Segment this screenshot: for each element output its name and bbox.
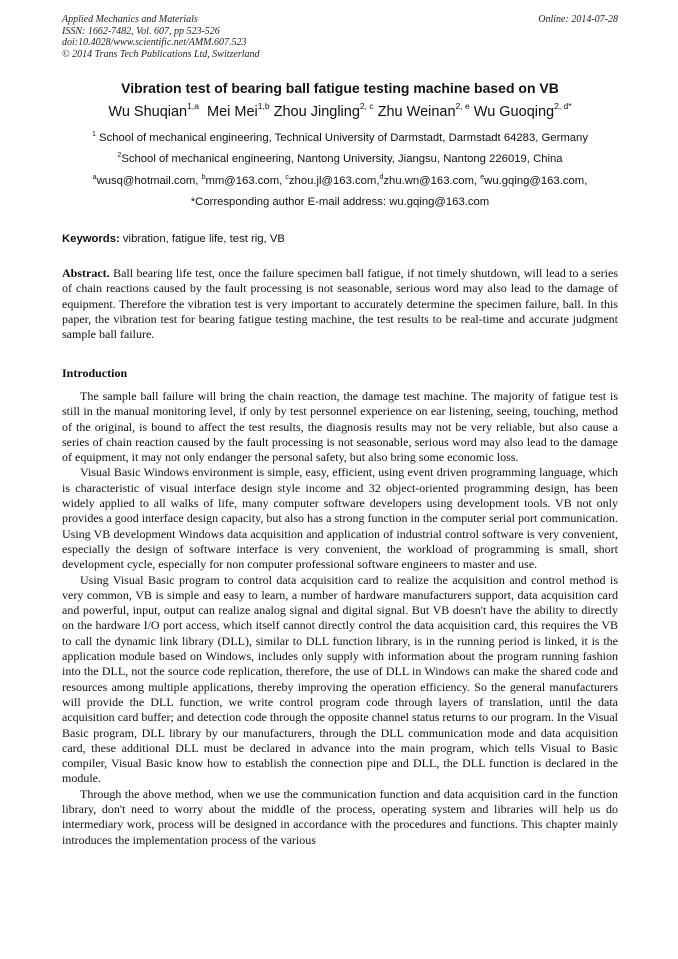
author-name: Wu Shuqian [108,104,188,120]
author-name: Zhou Jingling [273,104,360,120]
keywords-label: Keywords: [62,233,120,245]
email-address: mm@163.com, [205,175,286,187]
email-mark: a [92,174,97,181]
affiliation-text: School of mechanical engineering, Technical University of Darmstadt, Darmstadt 64283, Germany [95,132,588,144]
keywords-text: vibration, fatigue life, test rig, VB [119,233,285,245]
body-paragraph: Using Visual Basic program to control data acquisition card to realize the acquisition and control method is very common, VB is simple and easy to learn, a number of hardware manufacturers support, data acquisition card and powerful, input, output can realize analog signal and digital signal. But VB doesn't have the ability to directly on the hardware I/O port access, which itself cannot directly control the data acquisition card, this requires the VB to call the dynamic link library (DLL), similar to DLL function library, is in the running period is linked, it is the application module based on Windows, includes only supply with information about the program running fashion into the DLL, not the source code replication, therefore, the use of DLL in Windows can make the shared code and resources among multiple applications, thereby improving the operation efficiency. So the general manufacturers will provide the DLL function, we write control program code through layers of translation, until the data acquisition card buffer; and detection code through the opposite channel status returns to our program. In the Visual Basic program, DLL library by our manufacturers, through the DLL communication mode and data acquisition card, these additional DLL must be declared in advance into the main program, which tells Visual to Basic compiler, Visual Basic know how to establish the connection pipe and DLL, the DLL function is declared in the module. [62,572,618,786]
author-list [62,103,618,121]
author-name: Mei Mei [207,104,258,120]
journal-issn: ISSN: 1662-7482, Vol. 607, pp 523-526 [62,25,220,37]
affiliation-number: 2 [117,152,122,159]
affiliation-text: School of mechanical engineering, Nantong University, Jiangsu, Nantong 226019, China [121,153,563,165]
paper-title: Vibration test of bearing ball fatigue testing machine based on VB [121,80,559,96]
abstract [62,266,618,342]
author-affiliation-mark: 1,a [187,101,199,111]
journal-copyright: © 2014 Trans Tech Publications Ltd, Switzerland [62,48,260,60]
affiliation-1 [62,131,618,145]
body-paragraph: Visual Basic Windows environment is simple, easy, efficient, using event driven programming language, which is characteristic of visual interface design style income and 32 object-oriented programming design, has been widely applied to all walks of life, many computer software developers using development tools. VB not only provides a good interface design capacity, but also has a strong function in the computer serial port communication. Using VB development Windows data acquisition and application of industrial control software is very convenient, especially the design of software interface is very convenient, the workload of programming is small, short development cycle, especially for non computer professional software engineers to master and use. [62,465,618,572]
body-paragraph: The sample ball failure will bring the chain reaction, the damage test machine. The majority of fatigue test is still in the manual monitoring level, if only by test personnel experience on ear listening, seeing, touching, method of the original, is bound to affect the test results, the diagnosis results may not be very reliable, but also cause a series of chain reaction caused by the fault processing is not seasonable, serious word may also lead to the damage of equipment, it may not only endanger the personal safety, but also bring some economic loss. [62,389,618,465]
author-name: Zhu Weinan [377,104,456,120]
email-mark: e [480,174,485,181]
body-paragraph: Through the above method, when we use the communication function and data acquisition card in the function library, don't need to worry about the middle of the process, operating system and libraries will help us do intermediary work, process will be designed in accordance with the procedures and functions. This chapter mainly introduces the implementation process of the various [62,786,618,847]
email-list [62,174,618,188]
author-affiliation-mark: 2, c [359,101,374,111]
email-address: zhu.wn@163.com, [383,175,481,187]
abstract-label: Abstract. [62,266,110,280]
journal-doi: doi:10.4028/www.scientific.net/AMM.607.523 [62,37,247,48]
email-address: wusq@hotmail.com, [96,175,202,187]
section-heading-introduction: Introduction [62,366,128,380]
abstract-text: Ball bearing life test, once the failure specimen ball fatigue, if not timely shutdown, will lead to a series of chain reactions caused by the fault processing is not seasonable, serious word may also lead to the damage of equipment. Therefore the vibration test is very important to accurately determine the specimen failure, ball. In this paper, the vibration test for bearing fatigue testing machine, the test results to be real-time and accurate judgment sample ball failure. [62,266,618,342]
email-mark: d [379,174,384,181]
author-affiliation-mark: 1,b [257,101,270,111]
email-mark: b [201,174,206,181]
corresponding-author: *Corresponding author E-mail address: wu.gqing@163.com [190,196,490,208]
online-date: Online: 2014-07-28 [538,14,618,25]
email-address: wu.gqing@163.com, [484,175,588,187]
author-affiliation-mark: 2, d* [554,101,572,111]
author-name: Wu Guoqing [473,104,555,120]
email-mark: c [285,174,289,181]
author-affiliation-mark: 2, e [455,101,470,111]
journal-name: Applied Mechanics and Materials [62,14,198,25]
introduction-body [62,389,618,848]
affiliation-2 [62,152,618,166]
journal-header [62,14,618,60]
affiliation-number: 1 [92,131,96,138]
journal-citation [62,14,260,60]
keywords-line [62,232,618,246]
email-address: zhou.jl@163.com, [288,175,380,187]
